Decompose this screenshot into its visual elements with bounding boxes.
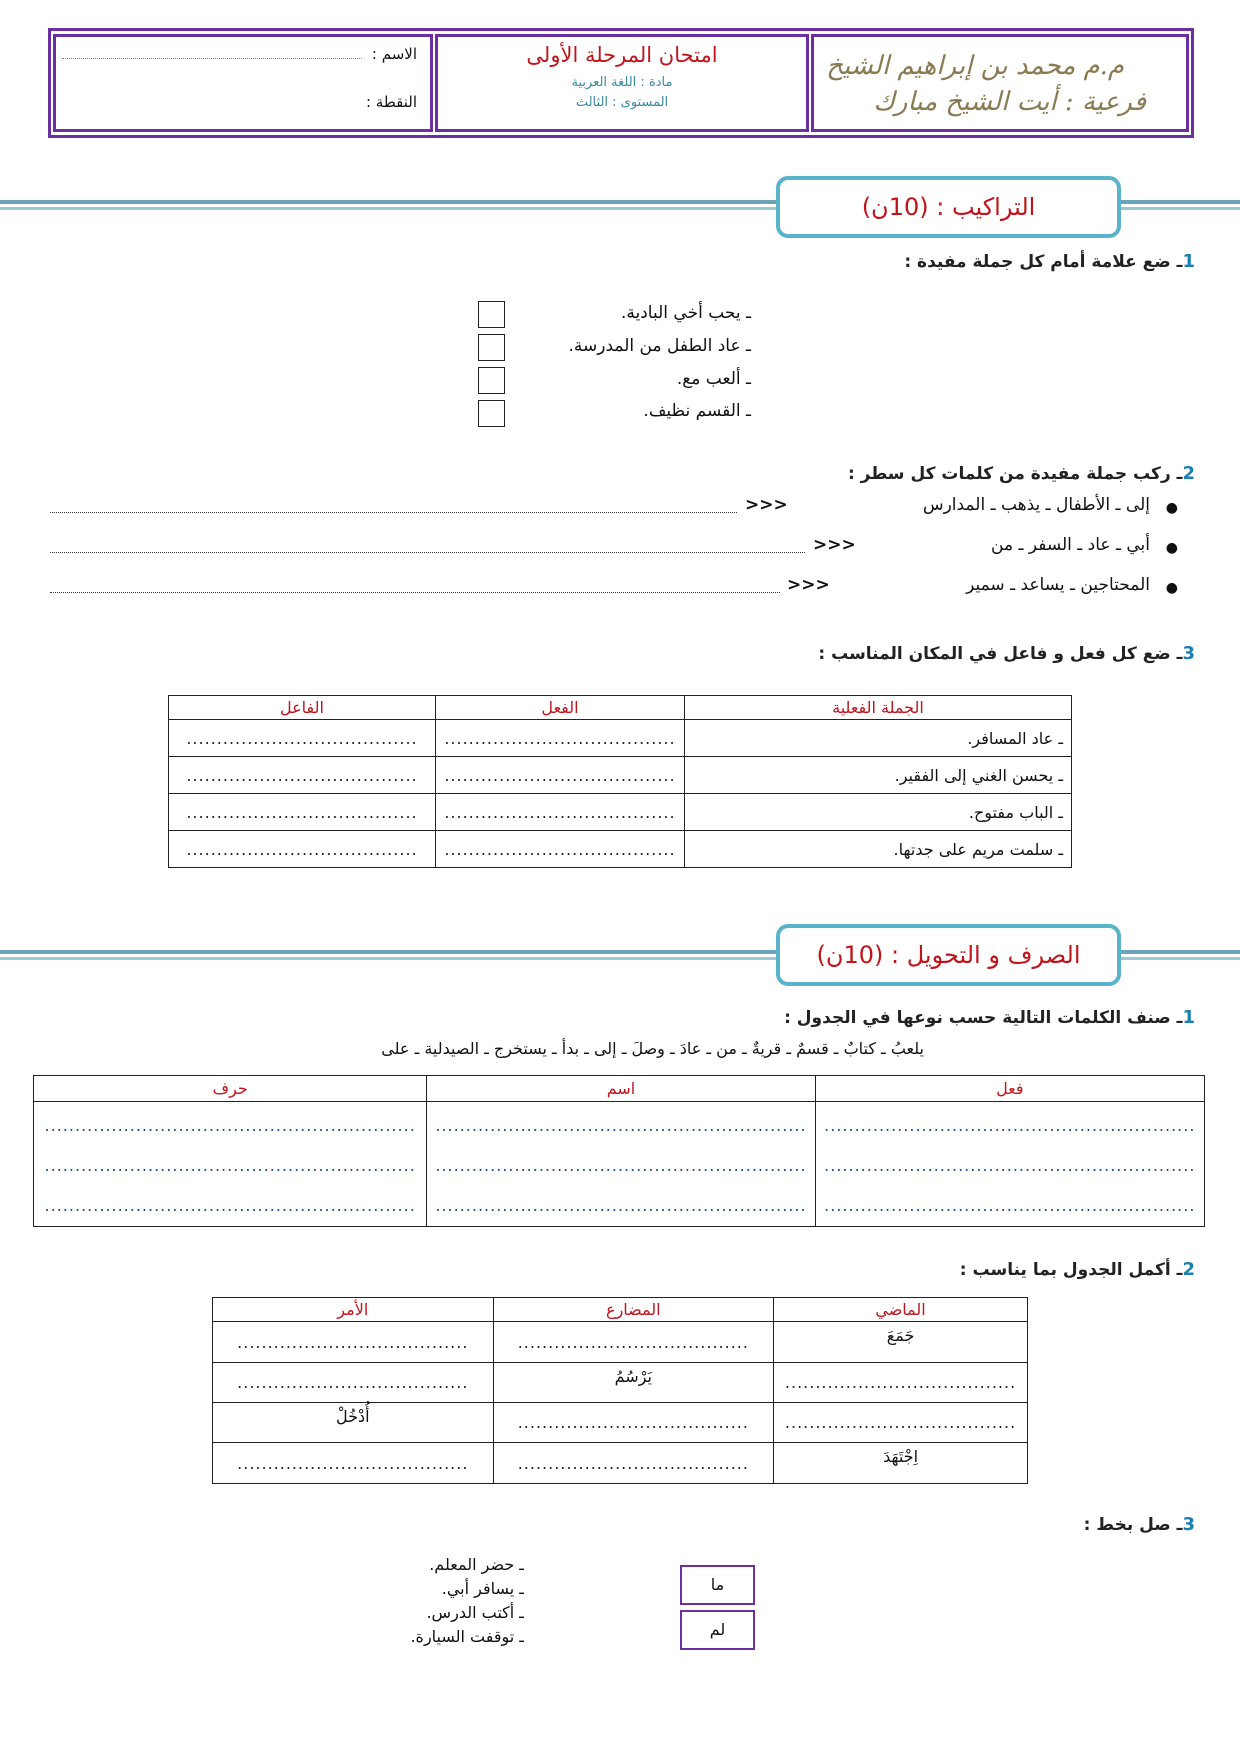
answer-checkbox[interactable]	[478, 334, 505, 361]
answer-cell[interactable]: ......................................	[169, 720, 436, 757]
answer-cell[interactable]: ......................................	[213, 1443, 494, 1484]
answer-cell[interactable]: ......................................	[435, 831, 684, 868]
answer-checkbox[interactable]	[478, 301, 505, 328]
answer-line: .............................................................	[435, 1116, 807, 1135]
word-row: المحتاجين ـ يساعد ـ سمير	[966, 575, 1150, 595]
list-item: ـ عاد الطفل من المدرسة.	[568, 336, 751, 356]
answer-cell[interactable]: ......................................	[435, 794, 684, 831]
table-cell: يَرْسُمُ	[493, 1363, 774, 1403]
list-item: ـ حضر المعلم.	[429, 1555, 524, 1574]
table-cell: ـ سلمت مريم على جدتها.	[684, 831, 1071, 868]
list-item: ـ توقفت السيارة.	[410, 1627, 524, 1646]
name-field[interactable]	[62, 58, 362, 59]
answer-line: .............................................................	[824, 1156, 1196, 1175]
answer-cell[interactable]: ......................................	[213, 1322, 494, 1363]
level-label: المستوى : الثالث	[575, 95, 669, 110]
question-text: ـ ركب جملة مفيدة من كلمات كل سطر :	[847, 464, 1183, 484]
particle-box[interactable]: لم	[680, 1610, 755, 1650]
word-row: إلى ـ الأطفال ـ يذهب ـ المدارس	[922, 495, 1150, 515]
question-heading	[848, 463, 1195, 484]
table-cell: ـ يحسن الغني إلى الفقير.	[684, 757, 1071, 794]
bullet-icon: ●	[1165, 500, 1178, 516]
particle-box[interactable]: ما	[680, 1565, 755, 1605]
question-number: 2	[1182, 1259, 1195, 1280]
student-info-cell	[53, 34, 433, 132]
column-header: فعل	[815, 1076, 1204, 1102]
bullet-icon: ●	[1165, 580, 1178, 596]
word-row: أبي ـ عاد ـ السفر ـ من	[991, 535, 1150, 555]
question-number: 3	[1182, 643, 1195, 664]
answer-cell[interactable]: ......................................	[774, 1363, 1028, 1403]
exam-info-cell	[435, 34, 809, 132]
column-header: الفعل	[435, 696, 684, 720]
word-classification-table	[33, 1075, 1205, 1227]
question-text: ـ أكمل الجدول بما يناسب :	[959, 1260, 1183, 1280]
table-cell: ـ الباب مفتوح.	[684, 794, 1071, 831]
table-cell: ـ عاد المسافر.	[684, 720, 1071, 757]
table-cell: جَمَعَ	[774, 1322, 1028, 1363]
list-item: ـ ألعب مع.	[676, 369, 751, 389]
question-heading	[784, 1007, 1195, 1028]
column-header: حرف	[34, 1076, 427, 1102]
answer-cell[interactable]: ......................................	[435, 757, 684, 794]
name-label: الاسم :	[371, 45, 417, 63]
branch-name: فرعية : أيت الشيخ مبارك	[873, 87, 1146, 117]
answer-checkbox[interactable]	[478, 400, 505, 427]
column-header: المضارع	[493, 1298, 774, 1322]
column-header: الماضي	[774, 1298, 1028, 1322]
answer-cell[interactable]: ......................................	[169, 794, 436, 831]
answer-cell[interactable]	[34, 1102, 427, 1227]
list-item: ـ يسافر أبي.	[441, 1579, 524, 1598]
table-cell: أُدْخُلْ	[213, 1403, 494, 1443]
answer-cell[interactable]	[815, 1102, 1204, 1227]
question-heading	[904, 251, 1195, 272]
answer-checkbox[interactable]	[478, 367, 505, 394]
school-info-cell	[811, 34, 1189, 132]
answer-line: .............................................................	[824, 1116, 1196, 1135]
column-header: الجملة الفعلية	[684, 696, 1071, 720]
answer-cell[interactable]: ......................................	[493, 1322, 774, 1363]
answer-cell[interactable]: ......................................	[493, 1443, 774, 1484]
section-title-syntax: التراكيب : (10ن)	[776, 176, 1121, 238]
word-list: يلعبُ ـ كتابٌ ـ قسمٌ ـ قريةٌ ـ من ـ عادَ ـ وصلَ ـ إلى ـ بدأ ـ يستخرج ـ الصيدلية ـ على	[381, 1039, 924, 1058]
school-name: م.م محمد بن إبراهيم الشيخ	[826, 51, 1124, 81]
answer-line: .............................................................	[435, 1196, 807, 1215]
answer-cell[interactable]: ......................................	[169, 831, 436, 868]
answer-cell[interactable]: ......................................	[435, 720, 684, 757]
question-number: 2	[1182, 463, 1195, 484]
answer-cell[interactable]	[427, 1102, 815, 1227]
exam-title: امتحان المرحلة الأولى	[526, 43, 718, 67]
question-text: ـ ضع علامة أمام كل جملة مفيدة :	[904, 252, 1183, 272]
column-header: الفاعل	[169, 696, 436, 720]
arrow-icon: >>>	[787, 575, 830, 595]
question-heading	[818, 643, 1195, 664]
answer-line: .............................................................	[44, 1196, 416, 1215]
column-header: الأمر	[213, 1298, 494, 1322]
subject-label: مادة : اللغة العربية	[571, 75, 673, 90]
table-cell: اِجْتَهَدَ	[774, 1443, 1028, 1484]
question-number: 1	[1182, 1007, 1195, 1028]
verb-subject-table	[168, 695, 1072, 868]
verb-tense-table	[212, 1297, 1028, 1484]
list-item: ـ يحب أخي البادية.	[620, 303, 751, 323]
answer-cell[interactable]: ......................................	[213, 1363, 494, 1403]
section-title-morphology: الصرف و التحويل : (10ن)	[776, 924, 1121, 986]
column-header: اسم	[427, 1076, 815, 1102]
answer-line: .............................................................	[435, 1156, 807, 1175]
answer-cell[interactable]: ......................................	[774, 1403, 1028, 1443]
answer-line[interactable]	[50, 592, 780, 593]
list-item: ـ القسم نظيف.	[643, 401, 751, 421]
question-heading	[1084, 1514, 1195, 1535]
question-heading	[960, 1259, 1195, 1280]
answer-cell[interactable]: ......................................	[493, 1403, 774, 1443]
answer-line[interactable]	[50, 512, 737, 513]
question-number: 3	[1182, 1514, 1195, 1535]
list-item: ـ أكتب الدرس.	[426, 1603, 524, 1622]
answer-line: .............................................................	[824, 1196, 1196, 1215]
grade-label: النقطة :	[365, 93, 417, 111]
question-number: 1	[1182, 251, 1195, 272]
question-text: ـ ضع كل فعل و فاعل في المكان المناسب :	[818, 644, 1183, 664]
answer-line: .............................................................	[44, 1156, 416, 1175]
answer-line[interactable]	[50, 552, 805, 553]
answer-cell[interactable]: ......................................	[169, 757, 436, 794]
question-text: ـ صنف الكلمات التالية حسب نوعها في الجدول :	[784, 1008, 1183, 1028]
arrow-icon: >>>	[813, 535, 856, 555]
answer-line: .............................................................	[44, 1116, 416, 1135]
arrow-icon: >>>	[745, 495, 788, 515]
question-text: ـ صل بخط :	[1083, 1515, 1183, 1535]
bullet-icon: ●	[1165, 540, 1178, 556]
